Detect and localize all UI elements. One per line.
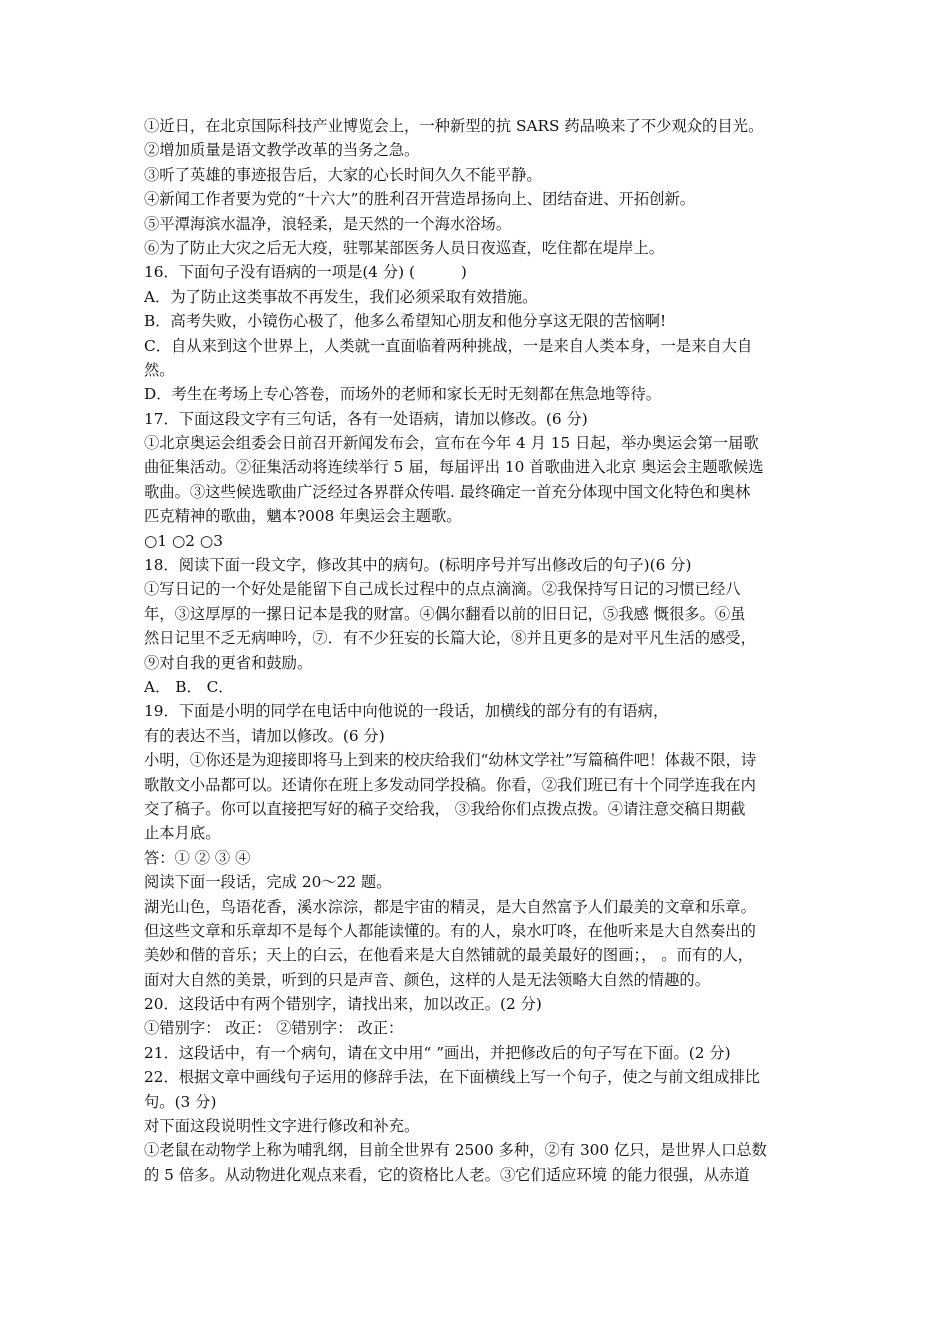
- text-line: ③听了英雄的事迹报告后，大家的心长时间久久不能平静。: [144, 165, 542, 184]
- text-line: 18．阅读下面一段文字，修改其中的病句。(标明序号并写出修改后的句子)(6 分): [144, 556, 692, 575]
- text-line: ①近日，在北京国际科技产业博览会上，一种新型的抗 SARS 药品唤来了不少观众的目光。: [144, 117, 764, 135]
- text-line: 19．下面是小明的同学在电话中向他说的一段话，加横线的部分有的有语病，: [144, 702, 669, 721]
- text-line: 21．这段话中，有一个病句，请在文中用“ ”画出，并把修改后的句子写在下面。(2 分): [144, 1043, 731, 1062]
- text-line: 16．下面句子没有语病的一项是(4 分) ( ): [144, 263, 467, 282]
- text-line: 歌散文小品都可以。还请你在班上多发动同学投稿。你看，②我们班已有十个同学连我在内: [144, 775, 756, 794]
- text-line: 阅读下面一段话，完成 20～22 题。: [144, 873, 392, 892]
- text-line: 20．这段话中有两个错别字，请找出来，加以改正。(2 分): [144, 995, 542, 1014]
- text-line: 句。(3 分): [144, 1092, 217, 1111]
- text-line: 的 5 倍多。从动物进化观点来看，它的资格比人老。③它们适应环境 的能力很强，从赤道: [144, 1165, 750, 1184]
- text-line: 22．根据文章中画线句子运用的修辞手法，在下面横线上写一个句子，使之与前文组成排比: [144, 1068, 761, 1087]
- text-line: ②增加质量是语文教学改革的当务之急。: [144, 141, 420, 160]
- text-line: ④新闻工作者要为党的“十六大”的胜利召开营造昂扬向上、团结奋进、开拓创新。: [144, 190, 696, 209]
- text-line: 17．下面这段文字有三句话，各有一处语病，请加以修改。(6 分): [144, 409, 588, 428]
- text-line: 年，③这厚厚的一摞日记本是我的财富。④偶尔翻看以前的旧日记，⑤我感 慨很多。⑥虽: [144, 604, 746, 623]
- text-line: B．高考失败，小镜伤心极了，他多么希望知心朋友和他分享这无限的苦恼啊!: [144, 312, 667, 331]
- text-line: 歌曲。③这些候选歌曲广泛经过各界群众传唱. 最终确定一首充分体现中国文化特色和奥林: [144, 482, 751, 501]
- text-line: ①写日记的一个好处是能留下自己成长过程中的点点滴滴。②我保持写日记的习惯已经八: [144, 580, 741, 599]
- text-line: 湖光山色，鸟语花香，溪水淙淙，都是宇宙的精灵，是大自然富予人们最美的文章和乐章。: [144, 897, 756, 916]
- text-line: 美妙和偕的音乐；天上的白云，在他看来是大自然铺就的最美最好的图画；， 。而有的人，: [144, 946, 754, 965]
- text-line: 匹克精神的歌曲，魑本?008 年奥运会主题歌。: [144, 507, 462, 526]
- text-line: ○1 ○2 ○3: [144, 531, 223, 550]
- text-line: 然。: [144, 360, 175, 379]
- text-line: 然日记里不乏无病呻吟，⑦．有不少狂妄的长篇大论，⑧并且更多的是对平凡生活的感受，: [144, 629, 756, 648]
- text-line: ①错别字： 改正： ②错别字： 改正：: [144, 1019, 404, 1038]
- text-line: ⑤平潭海滨水温净，浪轻柔，是天然的一个海水浴场。: [144, 214, 512, 233]
- text-line: 有的表达不当，请加以修改。(6 分): [144, 726, 385, 745]
- text-line: 对下面这段说明性文字进行修改和补充。: [144, 1117, 420, 1136]
- text-line: ⑨对自我的更省和鼓励。: [144, 653, 313, 672]
- text-line: 但这些文章和乐章却不是每个人都能读懂的。有的人，泉水叮咚，在他听来是大自然奏出的: [144, 921, 756, 940]
- text-line: ①老鼠在动物学上称为哺乳纲，目前全世界有 2500 多种，②有 300 亿只，是世界人口总数: [144, 1141, 767, 1160]
- text-line: ⑥为了防止大灾之后无大疫，驻鄂某部医务人员日夜巡查，吃住都在堤岸上。: [144, 238, 665, 257]
- text-line: 曲征集活动。②征集活动将连续举行 5 届，每届评出 10 首歌曲进入北京 奥运会主题歌候选: [144, 458, 764, 477]
- text-line: 面对大自然的美景，听到的只是声音、颜色，这样的人是无法领略大自然的情趣的。: [144, 970, 710, 989]
- text-line: C．自从来到这个世界上，人类就一直面临着两种挑战，一是来自人类本身，一是来自大自: [144, 336, 753, 355]
- text-line: 止本月底。: [144, 824, 221, 843]
- text-line: 答：① ② ③ ④: [144, 848, 251, 867]
- text-line: 小明，①你还是为迎接即将马上到来的校庆给我们“幼林文学社”写篇稿件吧！体裁不限，诗: [144, 751, 757, 770]
- text-line: 交了稿子。你可以直接把写好的稿子交给我， ③我给你们点拨点拨。④请注意交稿日期截: [144, 799, 746, 818]
- text-line: A． B． C．: [144, 677, 234, 696]
- text-line: ①北京奥运会组委会日前召开新闻发布会，宣布在今年 4 月 15 日起，举办奥运会第一届歌: [144, 434, 759, 453]
- text-line: D．考生在考场上专心答卷，而场外的老师和家长无时无刻都在焦急地等待。: [144, 385, 662, 404]
- text-line: A．为了防止这类事故不再发生，我们必须采取有效措施。: [144, 287, 538, 306]
